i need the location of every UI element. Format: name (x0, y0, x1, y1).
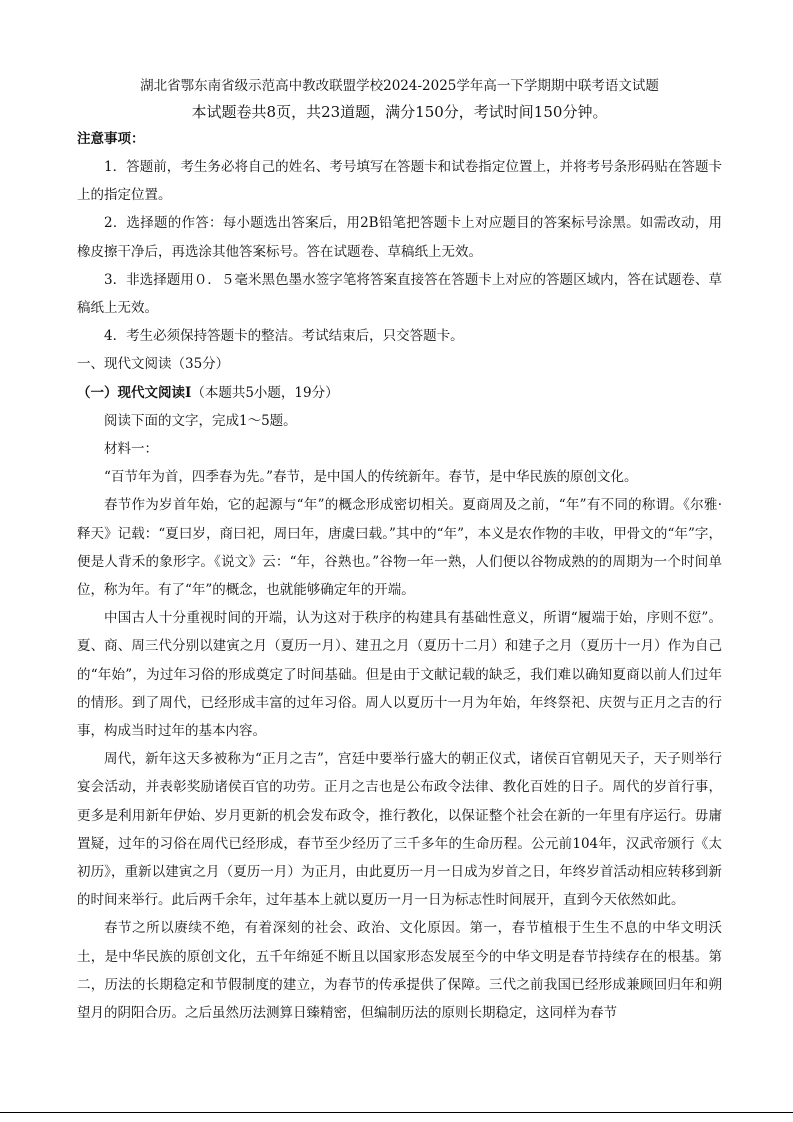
subsection-note: （本题共5小题，19分） (191, 384, 339, 401)
reading-instruction: 阅读下面的文字，完成1～5题。 (104, 412, 297, 429)
material-paragraph-3: 中国古人十分重视时间的开端，认为这对于秩序的构建具有基础性意义，所谓“履端于始，序则不愆”。夏、商、周三代分别以建寅之月（夏历一月）、建丑之月（夏历十二月）和建子之月（夏历十一月）作为自己的“年始”，为过年习俗的形成奠定了时间基础。但是由于文献记载的缺乏，我们难以确知夏商以前人们过年的情形。到了周代，已经形成丰富的过年习俗。周人以夏历十一月为年始，年终祭祀、庆贺与正月之吉的行事，构成当时过年的基本内容。 (77, 610, 722, 740)
material-label: 材料一： (104, 441, 158, 458)
material-paragraph-1: “百节年为首，四季春为先。”春节，是中国人的传统新年。春节，是中华民族的原创文化。 (104, 469, 638, 486)
page-content (77, 73, 722, 1027)
subsection-heading (77, 379, 722, 407)
section-title: 一、现代文阅读（35分） (77, 356, 230, 373)
material-paragraph-2: 春节作为岁首年始，它的起源与“年”的概念形成密切相关。夏商周及之前，“年”有不同的称谓。《尔雅·释天》记载：“夏曰岁，商曰祀，周曰年，唐虞曰载。”其中的“年”，本义是农作物的丰收，甲骨文的“年”字，便是人背禾的象形字。《说文》云：“年，谷熟也。”谷物一年一熟，人们便以谷物成熟的的周期为一个时间单位，称为年。有了“年”的概念，也就能够确定年的开端。 (77, 497, 722, 599)
subsection-title: （一）现代文阅读Ⅰ (77, 384, 192, 401)
notice-item-3: 3．非选择题用０．５毫米黑色墨水签字笔将答案直接答在答题卡上对应的答题区域内，答在试题卷、草稿纸上无效。 (77, 271, 722, 317)
material-paragraph-4: 周代，新年这天多被称为“正月之吉”，宫廷中要举行盛大的朝正仪式，诸侯百官朝见天子，天子则举行宴会活动，并表彰奖励诸侯百官的功劳。正月之吉也是公布政令法律、教化百姓的日子。周代的岁首行事，更多是利用新年伊始、岁月更新的机会发布政令，推行教化，以保证整个社会在新的一年里有序运行。毋庸置疑，过年的习俗在周代已经形成，春节至少经历了三千多年的生命历程。公元前104年，汉武帝颁行《太初历》，重新以建寅之月（夏历一月）为正月，由此夏历一月一日成为岁首之日，年终岁首活动相应转移到新的时间来举行。此后两千余年，过年基本上就以夏历一月一日为标志性时间展开，直到今天依然如此。 (77, 751, 722, 909)
material-paragraph-5: 春节之所以赓续不绝，有着深刻的社会、政治、文化原因。第一，春节植根于生生不息的中华文明沃土，是中华民族的原创文化，五千年绵延不断且以国家形态发展至今的中华文明是春节持续存在的根基。第二，历法的长期稳定和节假制度的建立，为春节的传承提供了保障。三代之前我国已经形成兼顾回归年和朔望月的阴阳合历。之后虽然历法测算日臻精密，但编制历法的原则长期稳定，这同样为春节 (77, 920, 722, 1022)
notice-item-2: 2．选择题的作答：每小题选出答案后，用2B铅笔把答题卡上对应题目的答案标号涂黑。如需改动，用橡皮擦干净后，再选涂其他答案标号。答在试题卷、草稿纸上无效。 (77, 215, 722, 260)
page-bottom-rule (0, 1112, 793, 1113)
notice-heading: 注意事项： (77, 131, 145, 147)
exam-subtitle: 本试题卷共8页，共23道题，满分150分，考试时间150分钟。 (191, 103, 608, 121)
notice-item-4: 4．考生必须保持答题卡的整洁。考试结束后，只交答题卡。 (104, 328, 464, 345)
notice-item-1: 1．答题前，考生务必将自己的姓名、考号填写在答题卡和试卷指定位置上，并将考号条形码贴在答题卡上的指定位置。 (77, 159, 722, 204)
exam-title: 湖北省鄂东南省级示范高中教改联盟学校2024-2025学年高一下学期期中联考语文试题 (140, 78, 659, 94)
